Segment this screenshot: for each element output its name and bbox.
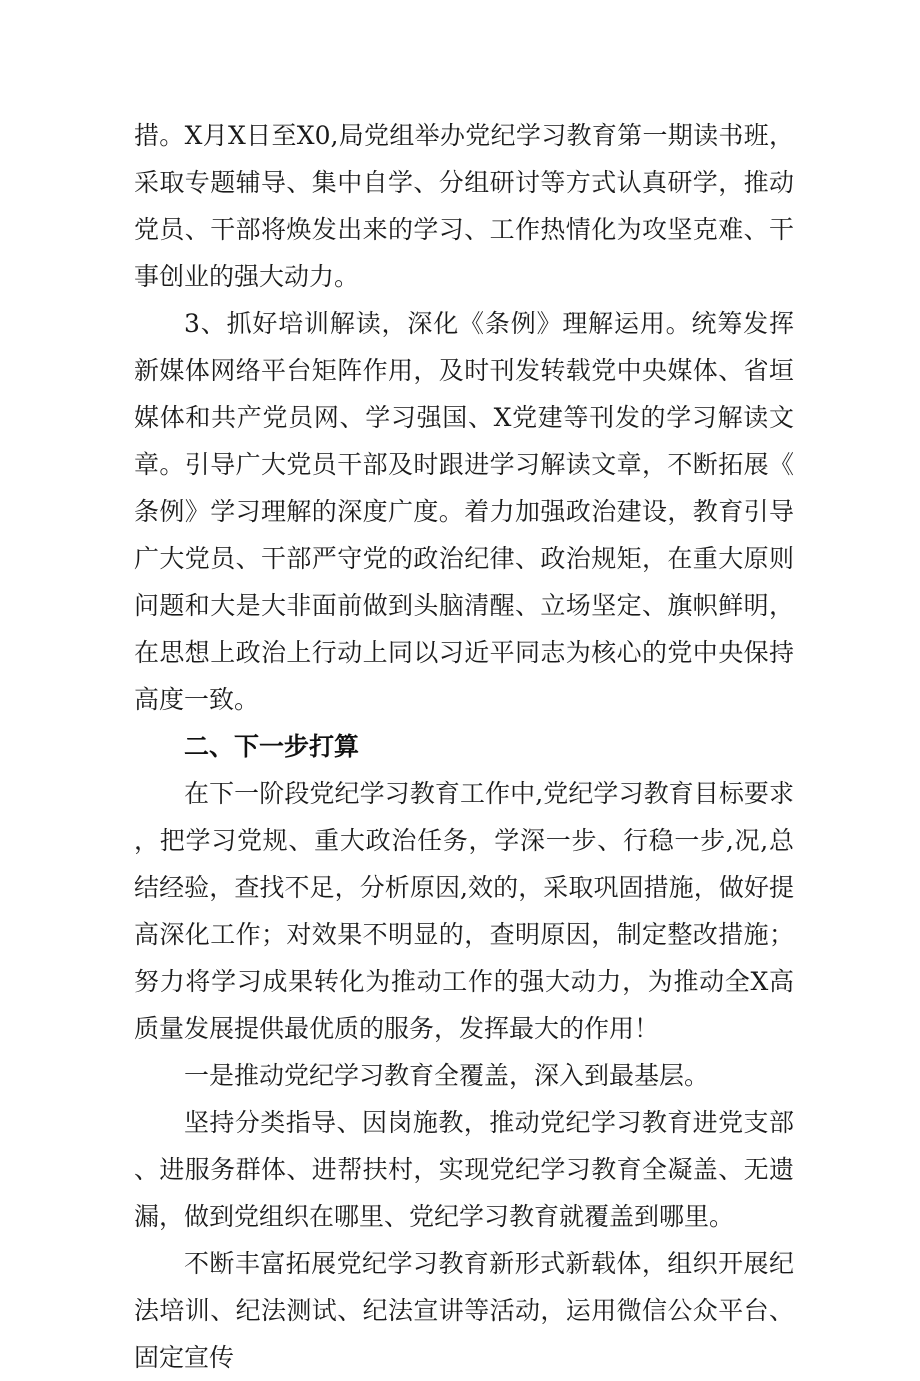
paragraph-next-stage: 在下一阶段党纪学习教育工作中,党纪学习教育目标要求，把学习党规、重大政治任务，学深一步、行稳一步,况,总结经验，查找不足，分析原因,效的，采取巩固措施，做好提高深化工作；对效果不明显的，查明原因，制定整改措施；努力将学习成果转化为推动工作的强大动力，为推动全X高质量发展提供最优质的服务，发挥最大的作用！ [134, 779, 794, 1043]
paragraph-classified-guidance: 坚持分类指导、因岗施教，推动党纪学习教育进党支部、进服务群体、进帮扶村，实现党纪学习教育全凝盖、无遗漏，做到党组织在哪里、党纪学习教育就覆盖到哪里。 [134, 1108, 794, 1231]
section-heading-next-steps: 二、下一步打算 [184, 732, 360, 761]
paragraph-continuation: 措。X月X日至X0,局党组举办党纪学习教育第一期读书班，采取专题辅导、集中自学、分组研讨等方式认真研学，推动党员、干部将焕发出来的学习、工作热情化为攻坚克难、干事创业的强大动力。 [134, 121, 794, 291]
paragraph-new-forms: 不断丰富拓展党纪学习教育新形式新载体，组织开展纪法培训、纪法测试、纪法宣讲等活动，运用微信公众平台、固定宣传 [134, 1249, 794, 1372]
paragraph-training-interpretation: 3、抓好培训解读，深化《条例》理解运用。统筹发挥新媒体网络平台矩阵作用，及时刊发转载党中央媒体、省垣媒体和共产党员网、学习强国、X党建等刊发的学习解读文章。引导广大党员干部及时跟进学习解读文章，不断拓展《条例》学习理解的深度广度。着力加强政治建设，教育引导广大党员、干部严守党的政治纪律、政治规矩，在重大原则问题和大是大非面前做到头脑清醒、立场坚定、旗帜鲜明，在思想上政治上行动上同以习近平同志为核心的党中央保持高度一致。 [134, 309, 794, 714]
document-body [134, 112, 794, 1381]
paragraph-full-coverage: 一是推动党纪学习教育全覆盖，深入到最基层。 [184, 1061, 710, 1090]
